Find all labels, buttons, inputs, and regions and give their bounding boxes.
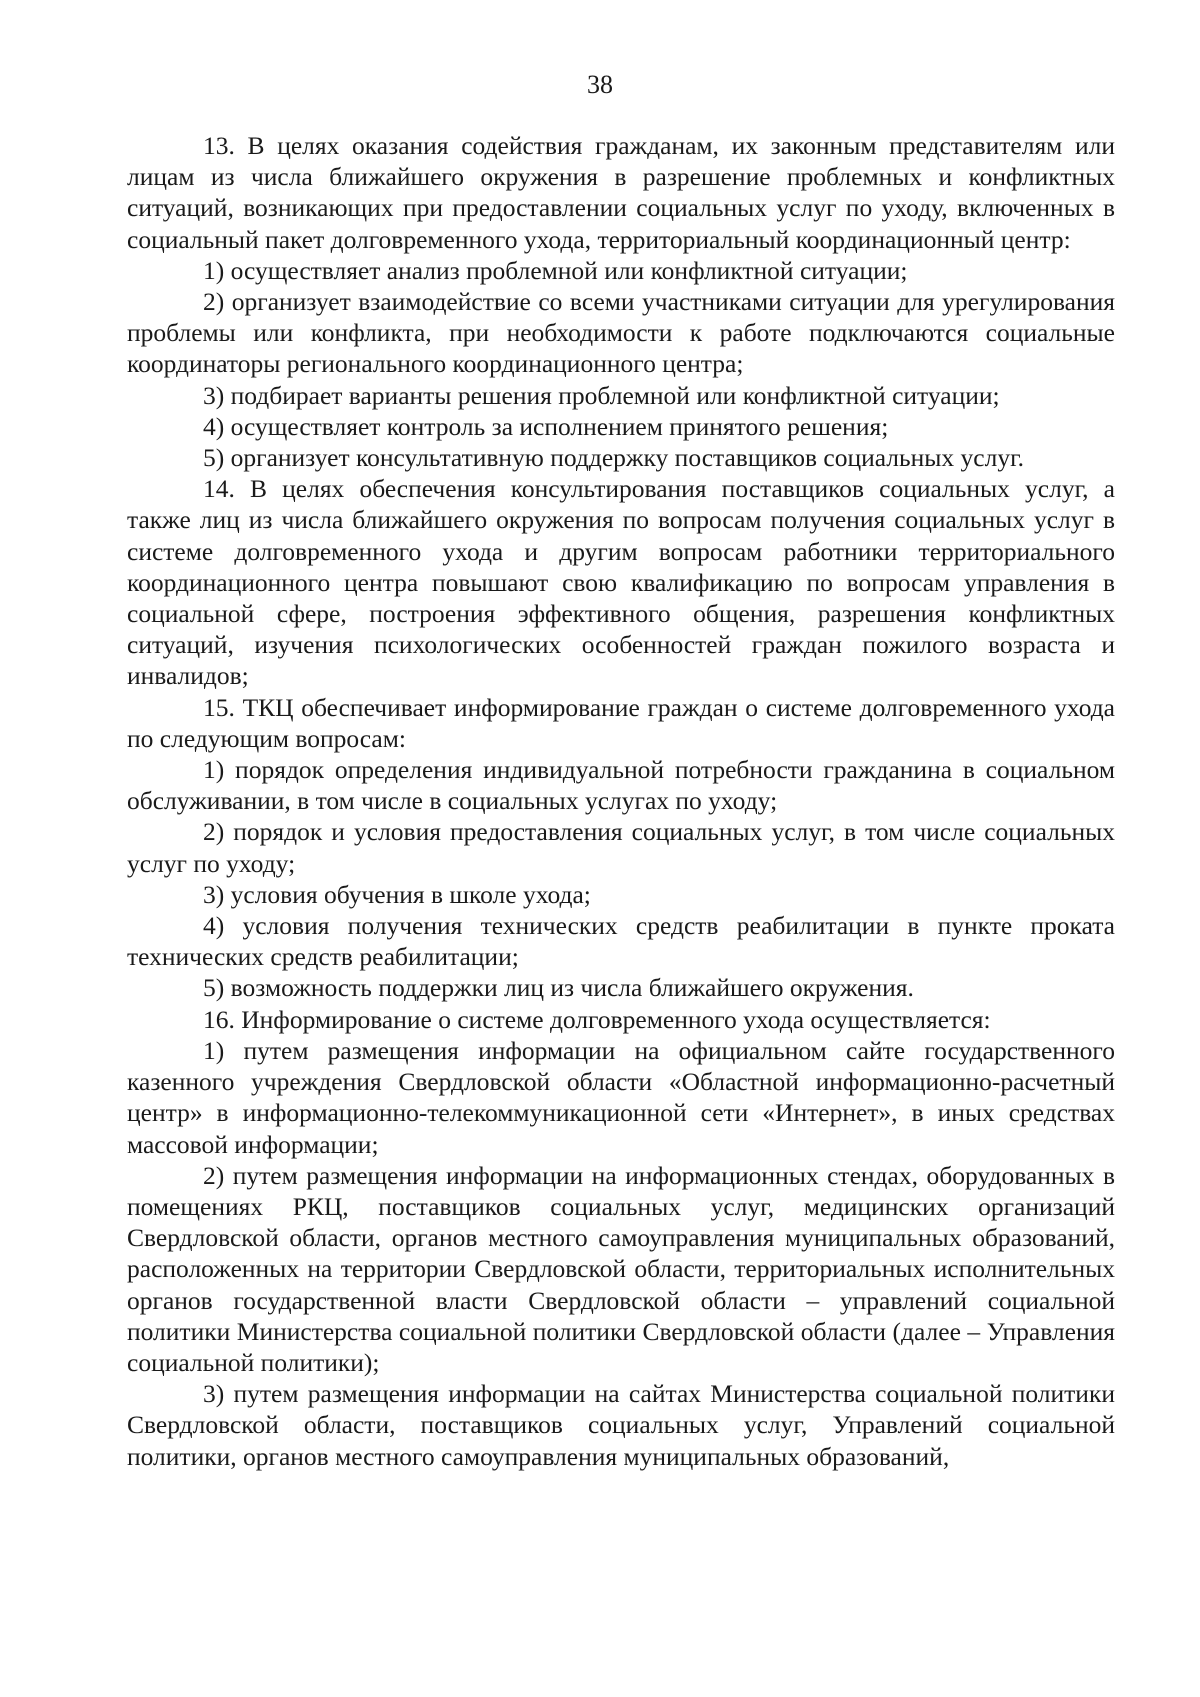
list-item-15-3: 3) условия обучения в школе ухода;	[203, 879, 591, 909]
document-body	[127, 130, 1115, 1472]
list-item-13-1: 1) осуществляет анализ проблемной или конфликтной ситуации;	[203, 255, 908, 285]
paragraph-15: 15. ТКЦ обеспечивает информирование граждан о системе долговременного ухода по следующим вопросам:	[127, 692, 1115, 753]
list-item-13-2: 2) организует взаимодействие со всеми участниками ситуации для урегулирования проблемы или конфликта, при необходимости к работе подключаются социальные координаторы регионального координационного центра;	[127, 287, 1115, 379]
paragraph-14: 14. В целях обеспечения консультирования поставщиков социальных услуг, а также лиц из числа ближайшего окружения по вопросам получения социальных услуг в системе долговременного ухода и другим вопросам работники территориального координационного центра повышают свою квалификацию по вопросам управления в социальной сфере, построения эффективного общения, разрешения конфликтных ситуаций, изучения психологических особенностей граждан пожилого возраста и инвалидов;	[127, 474, 1115, 691]
list-item-16-1: 1) путем размещения информации на официальном сайте государственного казенного учреждения Свердловской области «Областной информационно-расчетный центр» в информационно-телекоммуникационной сети «Интернет», в иных средствах массовой информации;	[127, 1035, 1115, 1159]
list-item-16-3: 3) путем размещения информации на сайтах Министерства социальной политики Свердловской области, поставщиков социальных услуг, Управлений социальной политики, органов местного самоуправления муниципальных образований,	[127, 1379, 1115, 1471]
paragraph-16: 16. Информирование о системе долговременного ухода осуществляется:	[203, 1004, 991, 1034]
list-item-15-2: 2) порядок и условия предоставления социальных услуг, в том числе социальных услуг по уходу;	[127, 817, 1115, 878]
list-item-13-4: 4) осуществляет контроль за исполнением принятого решения;	[203, 411, 889, 441]
list-item-15-5: 5) возможность поддержки лиц из числа ближайшего окружения.	[203, 973, 914, 1003]
list-item-13-5: 5) организует консультативную поддержку поставщиков социальных услуг.	[203, 443, 1025, 473]
list-item-15-4: 4) условия получения технических средств реабилитации в пункте проката технических средств реабилитации;	[127, 911, 1115, 972]
paragraph-13: 13. В целях оказания содействия гражданам, их законным представителям или лицам из числа ближайшего окружения в разрешение проблемных и конфликтных ситуаций, возникающих при предоставлении социальных услуг по уходу, включенных в социальный пакет долговременного ухода, территориальный координационный центр:	[127, 131, 1115, 254]
list-item-15-1: 1) порядок определения индивидуальной потребности гражданина в социальном обслуживании, в том числе в социальных услугах по уходу;	[127, 755, 1115, 816]
list-item-16-2: 2) путем размещения информации на информационных стендах, оборудованных в помещениях РКЦ, поставщиков социальных услуг, медицинских организаций Свердловской области, органов местного самоуправления муниципальных образований, расположенных на территории Свердловской области, территориальных исполнительных органов государственной власти Свердловской области – управлений социальной политики Министерства социальной политики Свердловской области (далее – Управления социальной политики);	[127, 1160, 1115, 1377]
list-item-13-3: 3) подбирает варианты решения проблемной или конфликтной ситуации;	[203, 380, 1000, 410]
page-number: 38	[587, 70, 613, 99]
